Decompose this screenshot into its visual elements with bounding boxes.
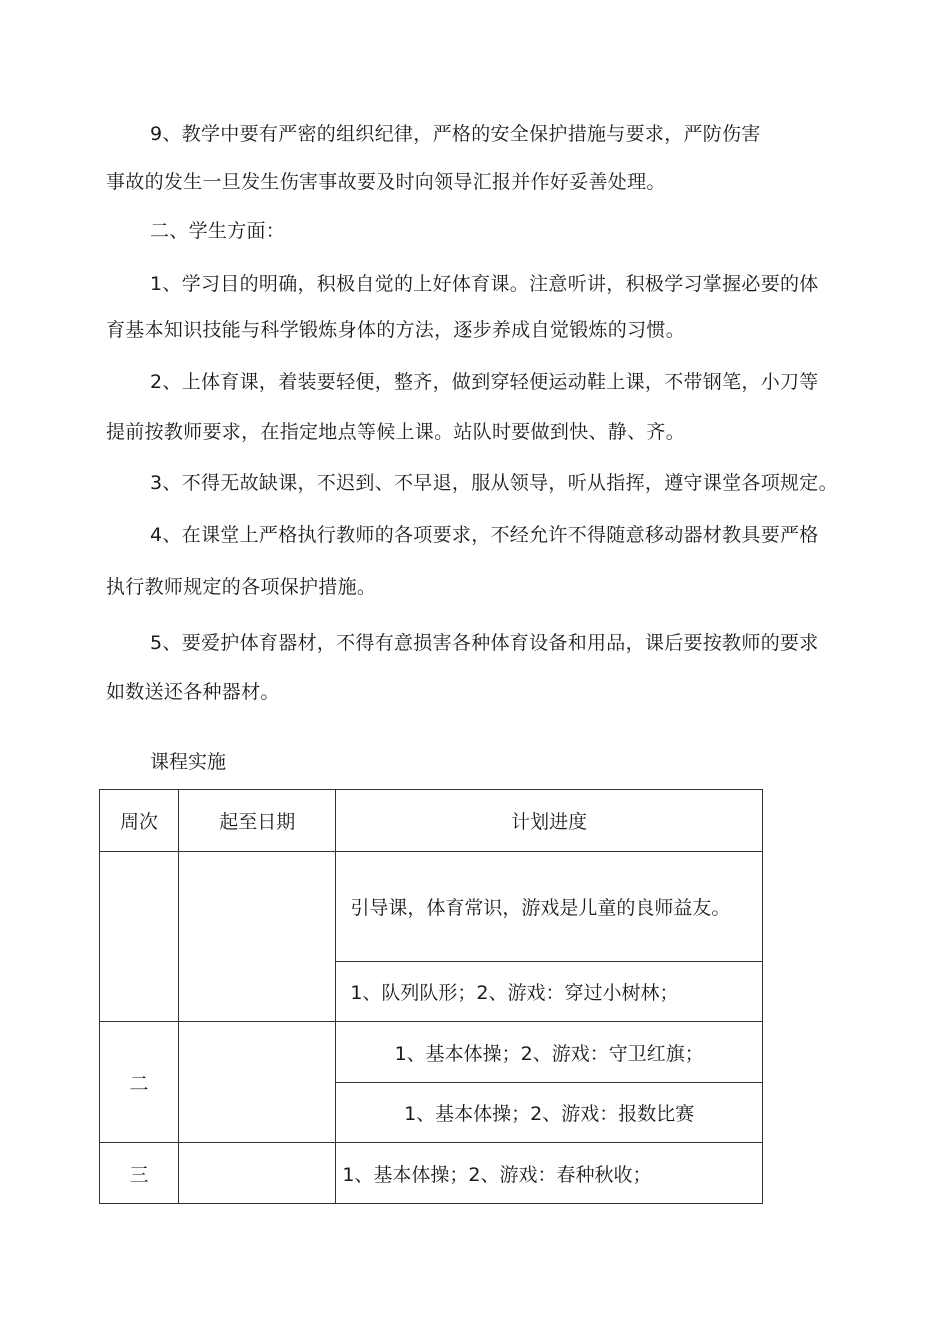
- paragraph-line: 4、在课堂上严格执行教师的各项要求，不经允许不得随意移动器材教具要严格: [150, 524, 819, 546]
- plan-cell: 1、基本体操；2、游戏：报数比赛: [336, 1083, 763, 1143]
- paragraph-line: 9、教学中要有严密的组织纪律，严格的安全保护措施与要求，严防伤害: [150, 123, 761, 145]
- header-plan: 计划进度: [336, 790, 763, 852]
- section-heading: 二、学生方面：: [150, 220, 286, 242]
- week-cell: 二: [100, 1022, 179, 1143]
- table-row: [100, 852, 763, 962]
- plan-cell: 1、基本体操；2、游戏：春种秋收；: [336, 1143, 763, 1204]
- paragraph-line: 事故的发生一旦发生伤害事故要及时向领导汇报并作好妥善处理。: [106, 171, 666, 193]
- paragraph-line: 提前按教师要求，在指定地点等候上课。站队时要做到快、静、齐。: [106, 421, 686, 443]
- week-cell: [100, 852, 179, 1022]
- table-row: [100, 1022, 763, 1083]
- paragraph-line: 如数送还各种器材。: [106, 681, 280, 703]
- header-dates: 起至日期: [179, 790, 336, 852]
- plan-cell: 1、队列队形；2、游戏：穿过小树林；: [336, 962, 763, 1022]
- paragraph-line: 2、上体育课，着装要轻便，整齐，做到穿轻便运动鞋上课，不带钢笔，小刀等: [150, 371, 819, 393]
- plan-cell: 1、基本体操；2、游戏：守卫红旗；: [336, 1022, 763, 1083]
- paragraph-line: 育基本知识技能与科学锻炼身体的方法，逐步养成自觉锻炼的习惯。: [106, 319, 686, 341]
- table-header-row: [100, 790, 763, 852]
- paragraph-line: 5、要爱护体育器材，不得有意损害各种体育设备和用品，课后要按教师的要求: [150, 632, 819, 654]
- header-week: 周次: [100, 790, 179, 852]
- dates-cell: [179, 852, 336, 1022]
- plan-cell: 引导课，体育常识，游戏是儿童的良师益友。: [336, 852, 763, 962]
- week-cell: 三: [100, 1143, 179, 1204]
- dates-cell: [179, 1022, 336, 1143]
- dates-cell: [179, 1143, 336, 1204]
- table-row: [100, 1143, 763, 1204]
- paragraph-line: 1、学习目的明确，积极自觉的上好体育课。注意听讲，积极学习掌握必要的体: [150, 273, 819, 295]
- course-schedule-table: [99, 789, 763, 1204]
- paragraph-line: 执行教师规定的各项保护措施。: [106, 576, 377, 598]
- table-caption: 课程实施: [150, 751, 227, 773]
- paragraph-line: 3、不得无故缺课，不迟到、不早退，服从领导，听从指挥，遵守课堂各项规定。: [150, 472, 838, 494]
